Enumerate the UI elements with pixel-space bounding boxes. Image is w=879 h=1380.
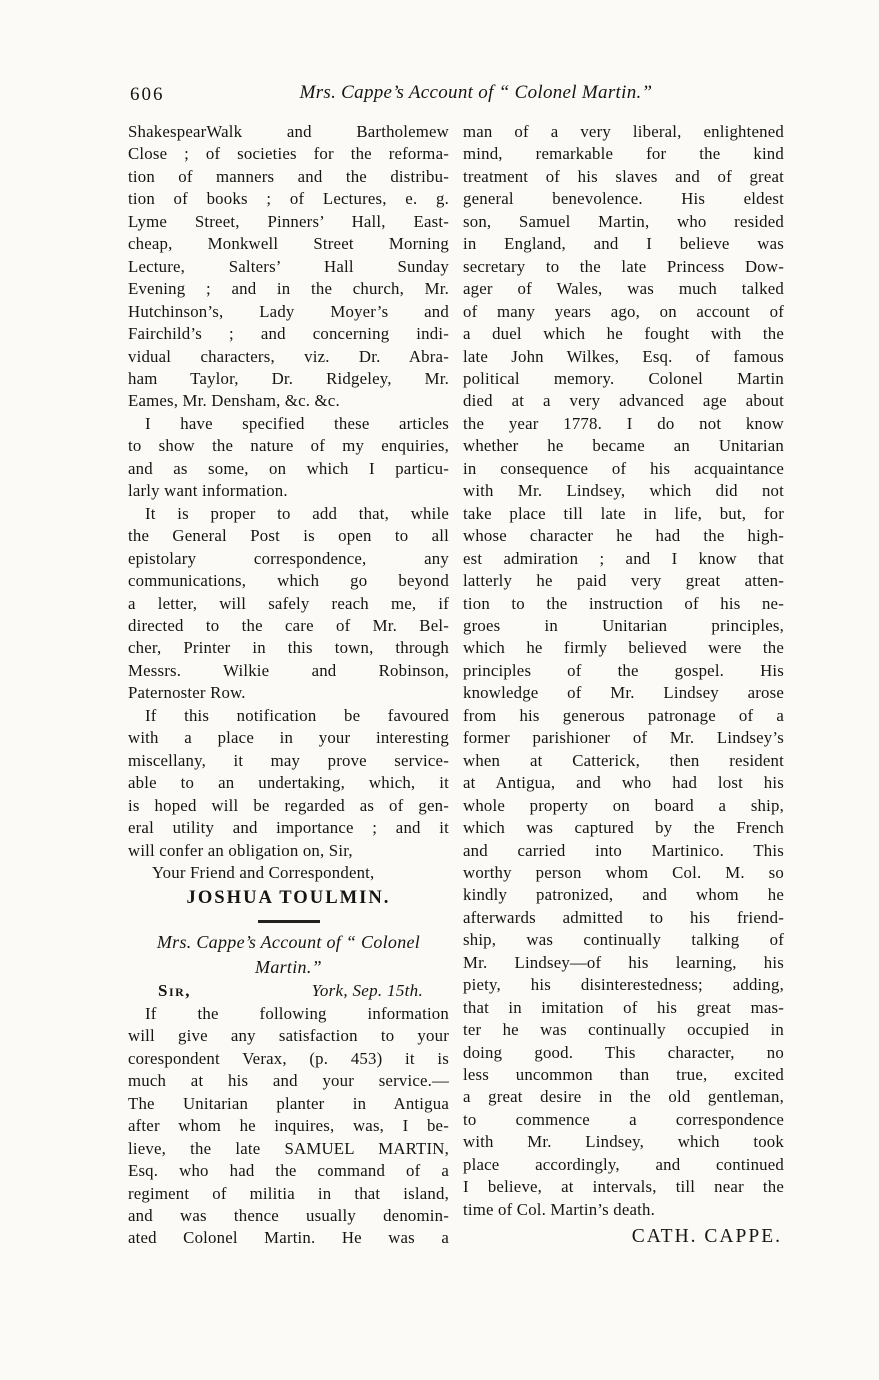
text-line: directed to the care of Mr. Bel-: [128, 615, 449, 635]
text-line: tion of manners and the distribu-: [128, 166, 449, 186]
text-line: and was thence usually denomin-: [128, 1205, 449, 1225]
text-line: man of a very liberal, enlightened: [463, 122, 784, 141]
text-line: former parishioner of Mr. Lindsey’s: [463, 728, 784, 748]
text-line: tion of books ; of Lectures, e. g.: [128, 189, 449, 209]
text-line: est admiration ; and I know that: [463, 548, 784, 568]
text-line: of many years ago, on account of: [463, 301, 784, 321]
salutation-line: [128, 979, 449, 1003]
text-line: a letter, will safely reach me, if: [128, 593, 449, 613]
text-line: take place till late in life, but, for: [463, 503, 784, 523]
text-line: the year 1778. I do not know: [463, 413, 784, 433]
text-line: knowledge of Mr. Lindsey arose: [463, 683, 784, 703]
text-line: son, Samuel Martin, who resided: [463, 211, 784, 231]
text-line: Paternoster Row.: [128, 683, 246, 703]
paragraph: [128, 121, 449, 413]
text-line: Evening ; and in the church, Mr.: [128, 279, 449, 299]
text-line: the General Post is open to all: [128, 526, 449, 546]
text-line: ter he was continually occupied in: [463, 1020, 784, 1040]
text-line: afterwards admitted to his friend-: [463, 907, 784, 927]
heading-line: Mrs. Cappe’s Account of “ Colonel: [156, 932, 421, 953]
text-line: Close ; of societies for the reforma-: [128, 144, 449, 164]
text-line: will confer an obligation on, Sir,: [128, 840, 353, 860]
text-line: communications, which go beyond: [128, 571, 449, 591]
paragraph: [128, 503, 449, 705]
text-line: with Mr. Lindsey, which did not: [463, 481, 784, 501]
text-line: worthy person whom Col. M. so: [463, 862, 784, 882]
text-line: able to an undertaking, which, it: [128, 773, 449, 793]
text-line: at Antigua, and who had lost his: [463, 773, 784, 793]
text-line: from his generous patronage of a: [463, 705, 784, 725]
text-line: eral utility and importance ; and it: [128, 818, 449, 838]
text-line: piety, his disinterestedness; adding,: [463, 975, 784, 995]
page-header: [128, 82, 784, 110]
text-line: lieve, the late SAMUEL MARTIN,: [128, 1138, 449, 1158]
text-line: Lecture, Salters’ Hall Sunday: [128, 256, 449, 276]
text-line: larly want information.: [128, 481, 288, 501]
text-line: tion to the instruction of his ne-: [463, 593, 784, 613]
text-line: to commence a correspondence: [463, 1109, 784, 1129]
paragraph: [128, 705, 449, 862]
closing-line: Your Friend and Correspondent,: [152, 862, 375, 882]
right-column: [463, 121, 784, 1250]
text-line: whole property on board a ship,: [463, 795, 784, 815]
text-line: which he firmly believed were the: [463, 638, 784, 658]
text-line: with Mr. Lindsey, which took: [463, 1132, 784, 1152]
left-column: [128, 121, 449, 1250]
salutation-sir: Sir,: [158, 981, 192, 1001]
text-line: miscellany, it may prove service-: [128, 750, 449, 770]
text-line: I believe, at intervals, till near the: [463, 1177, 784, 1197]
text-line: I have specified these articles: [145, 413, 449, 433]
text-line: in consequence of his acquaintance: [463, 458, 784, 478]
text-line: in England, and I believe was: [463, 234, 784, 254]
text-line: that in imitation of his great mas-: [463, 997, 784, 1017]
text-line: less uncommon than true, excited: [463, 1065, 784, 1085]
text-line: secretary to the late Princess Dow-: [463, 256, 784, 276]
text-line: corespondent Verax, (p. 453) it is: [128, 1048, 449, 1068]
section-divider: [258, 920, 320, 923]
text-line: vidual characters, viz. Dr. Abra-: [128, 346, 449, 366]
text-line: ship, was continually talking of: [463, 930, 784, 950]
text-line: Messrs. Wilkie and Robinson,: [128, 660, 449, 680]
text-line: whose character he had the high-: [463, 526, 784, 546]
text-line: groes in Unitarian principles,: [463, 615, 784, 635]
text-line: latterly he paid very great atten-: [463, 571, 784, 591]
paragraph: [128, 413, 449, 503]
text-line: is hoped will be regarded as of gen-: [128, 795, 449, 815]
text-line: Fairchild’s ; and concerning indi-: [128, 324, 449, 344]
running-title: Mrs. Cappe’s Account of “ Colonel Martin.”: [299, 82, 653, 103]
dateline: York, Sep. 15th.: [311, 981, 423, 1001]
text-line: doing good. This character, no: [463, 1042, 784, 1062]
text-line: after whom he inquires, was, I be-: [128, 1116, 449, 1136]
text-line: and carried into Martinico. This: [463, 840, 784, 860]
text-line: to show the nature of my enquiries,: [128, 436, 449, 456]
text-line: principles of the gospel. His: [463, 660, 784, 680]
text-line: Lyme Street, Pinners’ Hall, East-: [128, 211, 449, 231]
text-line: whether he became an Unitarian: [463, 436, 784, 456]
text-line: political memory. Colonel Martin: [463, 368, 784, 388]
text-line: Hutchinson’s, Lady Moyer’s and: [128, 301, 449, 321]
text-line: The Unitarian planter in Antigua: [128, 1093, 449, 1113]
text-line: Eames, Mr. Densham, &c. &c.: [128, 391, 340, 411]
text-line: a duel which he fought with the: [463, 324, 784, 344]
text-line: ated Colonel Martin. He was a: [128, 1228, 449, 1248]
paragraph: [128, 1003, 449, 1250]
text-line: when at Catterick, then resident: [463, 750, 784, 770]
signature-name: CATH. CAPPE.: [631, 1226, 782, 1248]
text-line: cher, Printer in this town, through: [128, 638, 449, 658]
page-number: 606: [130, 84, 165, 105]
text-line: late John Wilkes, Esq. of famous: [463, 346, 784, 366]
signature-name: JOSHUA TOULMIN.: [186, 887, 391, 909]
text-line: kindly patronized, and whom he: [463, 885, 784, 905]
article-heading: [128, 930, 449, 979]
text-line: ager of Wales, was much talked: [463, 279, 784, 299]
text-line: ham Taylor, Dr. Ridgeley, Mr.: [128, 368, 449, 388]
text-line: will give any satisfaction to your: [128, 1026, 449, 1046]
text-line: epistolary correspondence, any: [128, 548, 449, 568]
text-line: time of Col. Martin’s death.: [463, 1199, 656, 1219]
heading-line: Martin.”: [255, 956, 322, 977]
paragraph: [463, 121, 784, 1221]
text-line: treatment of his slaves and of great: [463, 166, 784, 186]
text-line: Esq. who had the command of a: [128, 1161, 449, 1181]
text-line: general benevolence. His eldest: [463, 189, 784, 209]
text-line: If the following information: [145, 1003, 449, 1023]
text-line: died at a very advanced age about: [463, 391, 784, 411]
text-line: and as some, on which I particu-: [128, 458, 449, 478]
text-line: ShakespearWalk and Bartholemew: [128, 122, 449, 141]
text-line: place accordingly, and continued: [463, 1154, 784, 1174]
text-line: regiment of militia in that island,: [128, 1183, 449, 1203]
text-line: If this notification be favoured: [145, 705, 449, 725]
text-line: with a place in your interesting: [128, 728, 449, 748]
text-line: a great desire in the old gentleman,: [463, 1087, 784, 1107]
text-line: Mr. Lindsey—of his learning, his: [463, 952, 784, 972]
text-line: much at his and your service.—: [128, 1071, 449, 1091]
text-columns: [128, 121, 784, 1250]
text-line: It is proper to add that, while: [145, 503, 449, 523]
text-line: which was captured by the French: [463, 818, 784, 838]
text-line: mind, remarkable for the kind: [463, 144, 784, 164]
text-line: cheap, Monkwell Street Morning: [128, 234, 449, 254]
